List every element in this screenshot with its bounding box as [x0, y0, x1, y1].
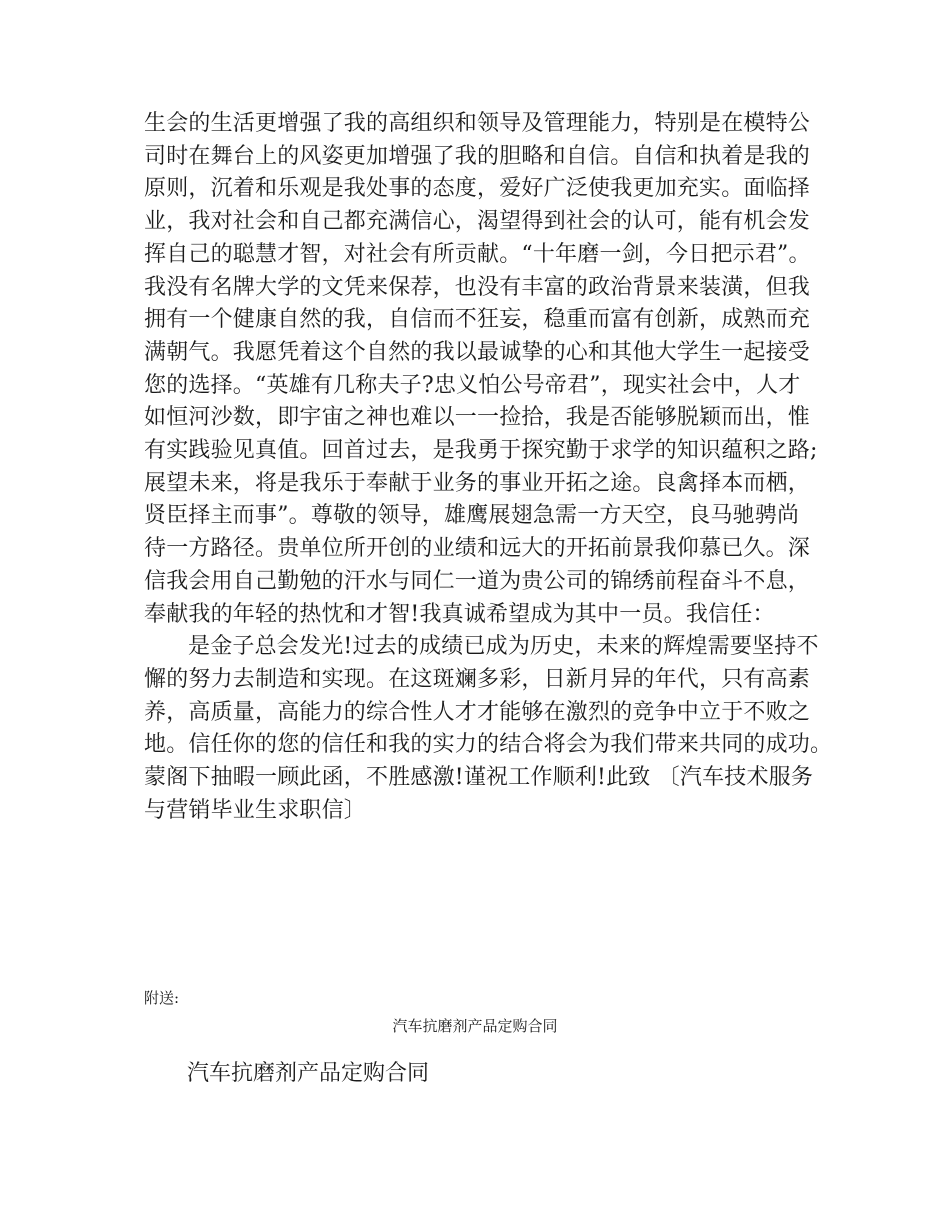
text-line: 业，我对社会和自己都充满信心，渴望得到社会的认可，能有机会发 — [144, 209, 811, 235]
text-line: 待一方路径。贵单位所开创的业绩和远大的开拓前景我仰慕已久。深 — [144, 536, 811, 562]
text-line: 满朝气。我愿凭着这个自然的我以最诚挚的心和其他大学生一起接受 — [144, 339, 811, 365]
text-line: 养，高质量，高能力的综合性人才才能够在激烈的竞争中立于不败之 — [144, 699, 811, 725]
text-line: 与营销毕业生求职信〕 — [144, 797, 367, 823]
text-line: 奉献我的年轻的热忱和才智!我真诚希望成为其中一员。我信任： — [144, 601, 775, 627]
text-line: 懈的努力去制造和实现。在这斑斓多彩，日新月异的年代，只有高素 — [144, 666, 811, 692]
text-line: 您的选择。“英雄有几称夫子?忠义怕公号帝君”，现实社会中，人才 — [144, 372, 801, 398]
text-line: 我没有名牌大学的文凭来保荐，也没有丰富的政治背景来装潢，但我 — [144, 274, 811, 300]
text-line: 展望未来，将是我乐于奉献于业务的事业开拓之途。良禽择本而栖， — [144, 470, 811, 496]
text-line: 贤臣择主而事”。尊敬的领导，雄鹰展翅急需一方天空，良马驰骋尚 — [144, 503, 800, 529]
text-line: 拥有一个健康自然的我，自信而不狂妄，稳重而富有创新，成熟而充 — [144, 307, 811, 333]
text-line: 如恒河沙数，即宇宙之神也难以一一捡拾，我是否能够脱颖而出，惟 — [144, 405, 811, 431]
paragraph-closing — [144, 631, 833, 827]
text-line: 原则，沉着和乐观是我处事的态度，爱好广泛使我更加充实。面临择 — [144, 176, 811, 202]
cover-letter-body — [144, 108, 833, 827]
text-line: 挥自己的聪慧才智，对社会有所贡献。“十年磨一剑，今日把示君”。 — [144, 241, 811, 267]
paragraph-self-introduction — [144, 108, 818, 631]
text-line: 蒙阁下抽暇一顾此函，不胜感激!谨祝工作顺利!此致 〔汽车技术服务 — [144, 765, 814, 791]
contract-heading: 汽车抗磨剂产品定购合同 — [187, 1061, 430, 1086]
text-line: 司时在舞台上的风姿更加增强了我的胆略和自信。自信和执着是我的 — [144, 143, 811, 169]
text-line: 地。信任你的您的信任和我的实力的结合将会为我们带来共同的成功。 — [144, 732, 833, 758]
appendix-label: 附送: — [144, 989, 180, 1007]
text-line: 是金子总会发光!过去的成绩已成为历史，未来的辉煌需要坚持不 — [188, 634, 819, 660]
text-line: 生会的生活更增强了我的高组织和领导及管理能力，特别是在模特公 — [144, 111, 811, 136]
text-line: 信我会用自己勤勉的汗水与同仁一道为贵公司的锦绣前程奋斗不息， — [144, 568, 811, 594]
contract-title-centered: 汽车抗磨剂产品定购合同 — [392, 1017, 558, 1035]
text-line: 有实践验见真值。回首过去，是我勇于探究勤于求学的知识蕴积之路; — [144, 438, 818, 464]
